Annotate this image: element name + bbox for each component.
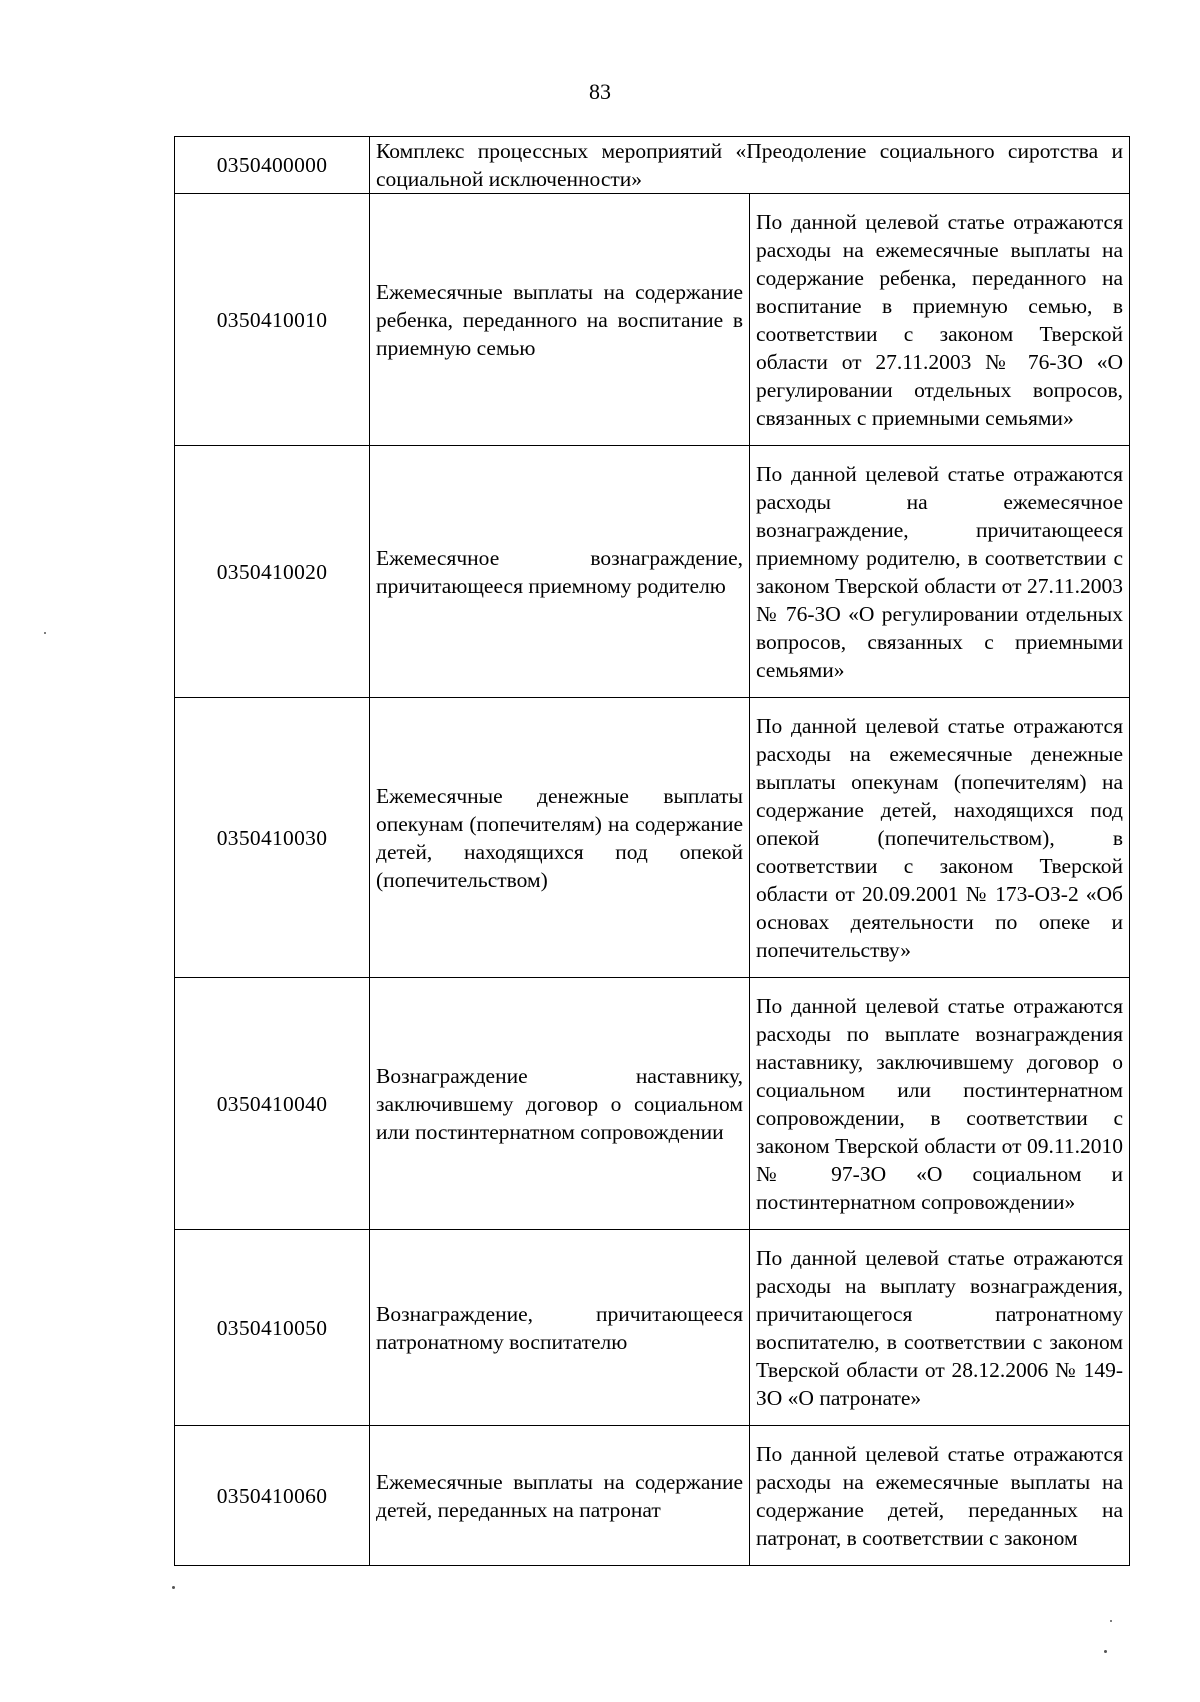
- table-row: [175, 698, 1130, 978]
- name-text: Вознаграждение, причитающееся патронатному воспитателю: [376, 1301, 743, 1354]
- description-cell: [750, 698, 1130, 978]
- group-code-cell: 0350400000: [175, 137, 370, 194]
- description-cell: [750, 1426, 1130, 1566]
- scan-speck: [44, 632, 46, 634]
- name-text: Ежемесячное вознаграждение, причитающееся приемному родителю: [376, 545, 743, 598]
- code-cell: 0350410030: [175, 698, 370, 978]
- scan-speck: [172, 1586, 175, 1589]
- scan-speck: [1104, 1650, 1107, 1653]
- table-group-row: [175, 137, 1130, 194]
- name-cell: [370, 978, 750, 1230]
- description-text: По данной целевой статье отражаются расходы на ежемесячное вознаграждение, причитающееся приемному родителю, в соответствии с законом Тверской области от 27.11.2003 № 76-ЗО «О регулировании отдельных вопросов, связанных с приемными семьями»: [756, 461, 1123, 682]
- name-text: Вознаграждение наставнику, заключившему договор о социальном или постинтернатном сопровождении: [376, 1063, 743, 1144]
- name-cell: [370, 1230, 750, 1426]
- description-text: По данной целевой статье отражаются расходы на ежемесячные денежные выплаты опекунам (попечителям) на содержание детей, находящихся под опекой (попечительством), в соответствии с законом Тверской области от 20.09.2001 № 173-ОЗ-2 «Об основах деятельности по опеке и попечительству»: [756, 713, 1123, 962]
- group-title-cell: [370, 137, 1130, 194]
- name-cell: [370, 1426, 750, 1566]
- table-row: [175, 1230, 1130, 1426]
- description-cell: [750, 978, 1130, 1230]
- description-text: По данной целевой статье отражаются расходы на ежемесячные выплаты на содержание ребенка, переданного на воспитание в приемную семью, в соответствии с законом Тверской области от 27.11.2003 № 76-ЗО «О регулировании отдельных вопросов, связанных с приемными семьями»: [756, 209, 1123, 430]
- name-text: Ежемесячные денежные выплаты опекунам (попечителям) на содержание детей, находящихся под опекой (попечительством): [376, 783, 743, 892]
- description-text: По данной целевой статье отражаются расходы на ежемесячные выплаты на содержание детей, переданных на патронат, в соответствии с законом: [756, 1441, 1123, 1550]
- name-cell: [370, 446, 750, 698]
- table-row: [175, 446, 1130, 698]
- name-cell: [370, 194, 750, 446]
- name-text: Ежемесячные выплаты на содержание ребенка, переданного на воспитание в приемную семью: [376, 279, 743, 360]
- description-cell: [750, 194, 1130, 446]
- description-cell: [750, 1230, 1130, 1426]
- code-cell: 0350410050: [175, 1230, 370, 1426]
- name-cell: [370, 698, 750, 978]
- code-cell: 0350410040: [175, 978, 370, 1230]
- description-text: По данной целевой статье отражаются расходы на выплату вознаграждения, причитающегося патронатному воспитателю, в соответствии с законом Тверской области от 28.12.2006 № 149-ЗО «О патронате»: [756, 1245, 1123, 1410]
- description-text: По данной целевой статье отражаются расходы по выплате вознаграждения наставнику, заключившему договор о социальном или постинтернатном сопровождении, в соответствии с законом Тверской области от 09.11.2010 № 97-ЗО «О социальном и постинтернатном сопровождении»: [756, 993, 1123, 1214]
- code-cell: 0350410020: [175, 446, 370, 698]
- table-row: [175, 978, 1130, 1230]
- scan-speck: [1110, 1620, 1112, 1622]
- budget-classification-table: [174, 136, 1130, 1566]
- code-cell: 0350410010: [175, 194, 370, 446]
- page-number: 83: [589, 79, 611, 104]
- table-row: [175, 194, 1130, 446]
- group-title-text: Комплекс процессных мероприятий «Преодоление социального сиротства и социальной исключенности»: [376, 139, 1123, 191]
- description-cell: [750, 446, 1130, 698]
- table-row: [175, 1426, 1130, 1566]
- name-text: Ежемесячные выплаты на содержание детей, переданных на патронат: [376, 1469, 743, 1522]
- code-cell: 0350410060: [175, 1426, 370, 1566]
